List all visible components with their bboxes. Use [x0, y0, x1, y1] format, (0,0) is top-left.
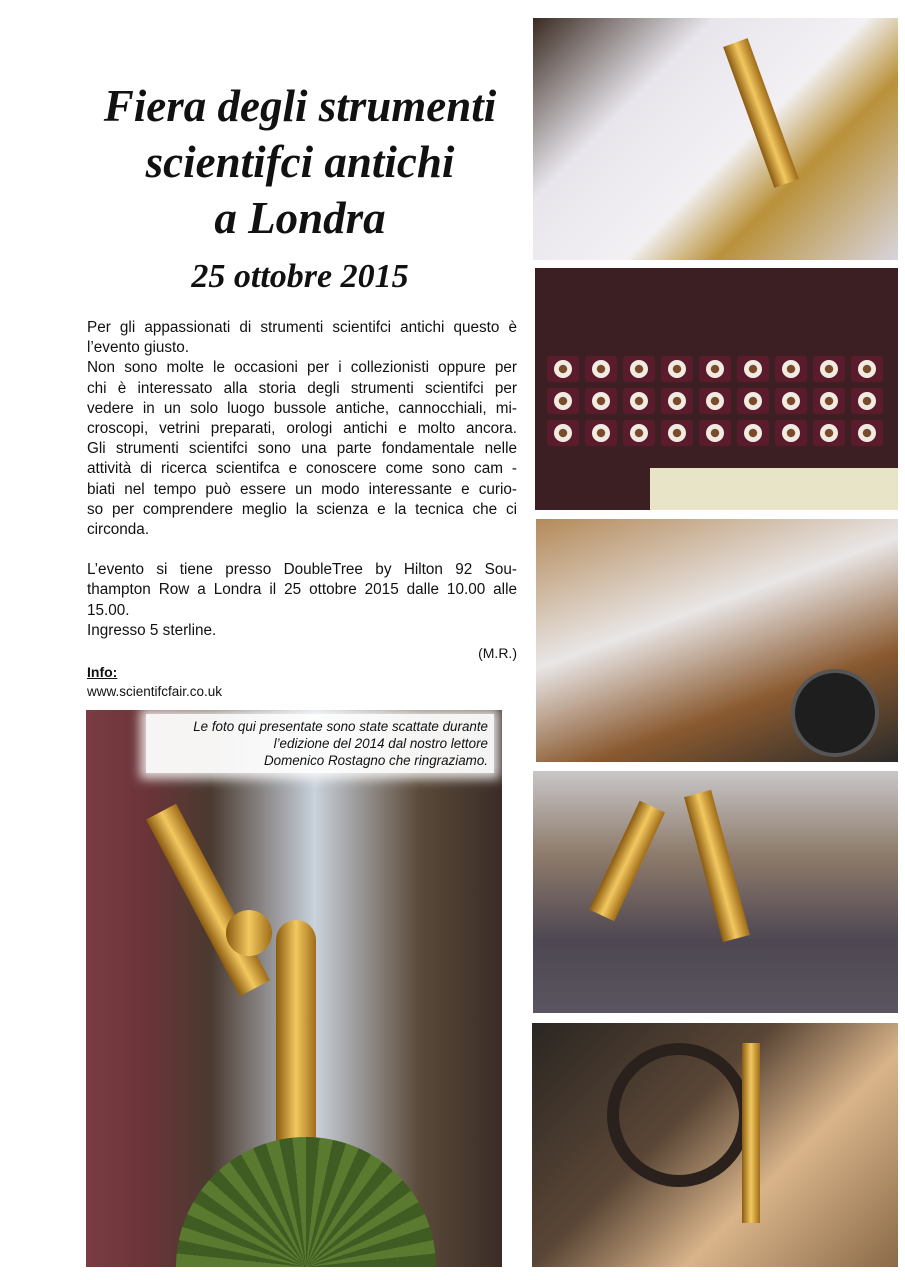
- author-initials: (M.R.): [478, 645, 517, 661]
- text-line: circonda.: [87, 521, 150, 539]
- text-line: chi è interessato alla storia degli strumenti scientifci per: [87, 379, 517, 397]
- intro-paragraph: [87, 318, 517, 540]
- text-line: l’evento giusto.: [87, 339, 190, 357]
- caption-line: Domenico Rostagno che ringraziamo.: [263, 753, 488, 768]
- caption-line: l’edizione del 2014 dal nostro lettore: [273, 736, 488, 751]
- green-fan: [176, 1137, 436, 1267]
- article-body: [87, 318, 517, 641]
- photo-brass-microscope: [86, 710, 502, 1267]
- photo-caption: [146, 714, 494, 773]
- text-line: thampton Row a Londra il 25 ottobre 2015 dalle 10.00 alle: [87, 581, 517, 599]
- article-title: [80, 78, 520, 246]
- photo-wheel-and-microscope: [532, 1023, 898, 1267]
- text-line: Non sono molte le occasioni per i collezionisti oppure per: [87, 359, 517, 377]
- text-line: Per gli appassionati di strumenti scientifci antichi questo è: [87, 319, 517, 336]
- title-line: a Londra: [214, 193, 386, 243]
- title-line: Fiera degli strumenti: [103, 81, 497, 131]
- text-line: croscopi, vetrini preparati, orologi antichi e molto ancora.: [87, 420, 517, 438]
- caption-line: Le foto qui presentate sono state scattate durante: [193, 719, 488, 734]
- text-line: Ingresso 5 sterline.: [87, 621, 217, 639]
- info-link[interactable]: www.scientifcfair.co.uk: [87, 684, 223, 699]
- text-line: vedere in un solo luogo bussole antiche, cannocchiali, mi-: [87, 399, 517, 417]
- info-label: Info:: [87, 664, 118, 680]
- photo-glass-eyes-case: [535, 268, 898, 510]
- text-line: Gli strumenti scientifci sono una parte fondamentale nelle: [87, 440, 517, 458]
- title-line: scientifci antichi: [145, 137, 455, 187]
- photo-instruments-table: [536, 519, 898, 762]
- event-paragraph: [87, 560, 517, 641]
- text-line: biati nel tempo può essere un modo interessante e curio-: [87, 480, 517, 498]
- photo-brass-microscopes-pair: [533, 771, 898, 1013]
- text-line: L’evento si tiene presso DoubleTree by Hilton 92 Sou-: [87, 561, 517, 579]
- photo-skeleton-hand-microscope: [533, 18, 898, 260]
- text-line: attività di ricerca scientifca e conoscere come sono cam -: [87, 460, 517, 478]
- text-line: so per comprendere meglio la scienza e la tecnica che ci: [87, 500, 517, 518]
- text-line: 15.00.: [87, 601, 130, 619]
- event-date: 25 ottobre 2015: [191, 258, 409, 295]
- glass-eyes-grid: [547, 356, 883, 446]
